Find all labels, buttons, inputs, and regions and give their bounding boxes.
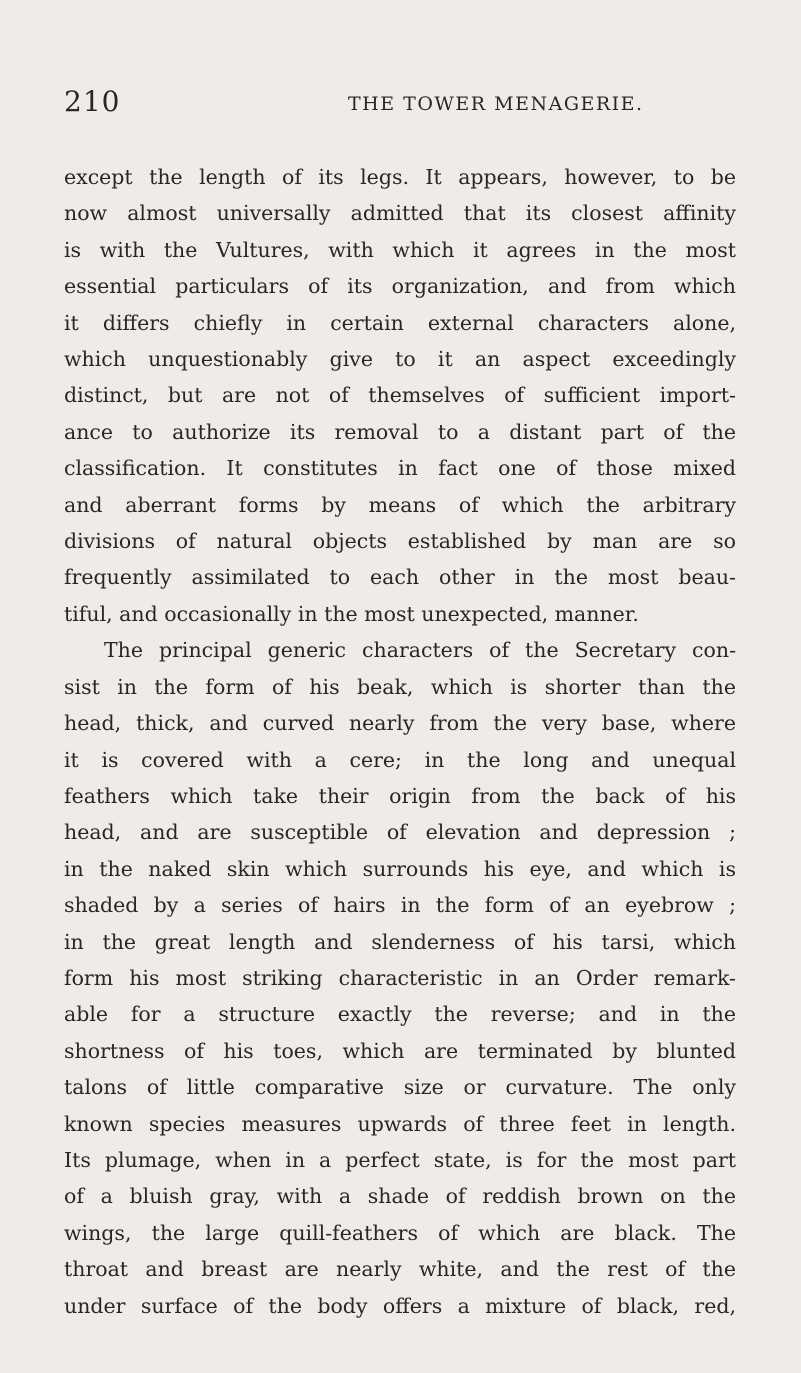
text-line: head, and are susceptible of elevation and depression ; (64, 820, 736, 845)
text-line: talons of little comparative size or curvature. The only (64, 1075, 736, 1100)
text-line: classification. It constitutes in fact one of those mixed (64, 456, 736, 481)
text-line: which unquestionably give to it an aspect exceedingly (64, 347, 736, 372)
text-line: throat and breast are nearly white, and the rest of the (64, 1257, 736, 1282)
text-line: distinct, but are not of themselves of sufficient import- (64, 383, 736, 408)
page-header (64, 82, 736, 122)
text-line: known species measures upwards of three feet in length. (64, 1111, 736, 1136)
text-line: except the length of its legs. It appears, however, to be (64, 165, 736, 189)
text-line: feathers which take their origin from the back of his (64, 783, 736, 808)
text-line: wings, the large quill-feathers of which are black. The (64, 1220, 736, 1245)
text-line: in the great length and slenderness of his tarsi, which (64, 929, 736, 954)
text-line: able for a structure exactly the reverse; and in the (64, 1002, 736, 1027)
text-line: of a bluish gray, with a shade of reddish brown on the (64, 1184, 736, 1209)
text-line: Its plumage, when in a perfect state, is for the most part (64, 1147, 736, 1172)
body-text (64, 159, 736, 1324)
text-line: form his most striking characteristic in an Order remark- (64, 965, 736, 990)
text-line: under surface of the body offers a mixture of black, red, (64, 1293, 736, 1318)
text-line: essential particulars of its organization, and from which (64, 274, 736, 299)
text-line: sist in the form of his beak, which is shorter than the (64, 674, 736, 699)
text-line: and aberrant forms by means of which the arbitrary (64, 492, 736, 517)
text-line: it is covered with a cere; in the long and unequal (64, 747, 736, 772)
text-line: frequently assimilated to each other in the most beau- (64, 565, 736, 590)
text-line: in the naked skin which surrounds his eye, and which is (64, 856, 736, 881)
text-line: The principal generic characters of the Secretary con- (104, 638, 736, 663)
text-line: divisions of natural objects established by man are so (64, 529, 736, 554)
text-line: it differs chiefly in certain external characters alone, (64, 310, 736, 335)
text-line: head, thick, and curved nearly from the very base, where (64, 711, 736, 736)
text-line: ance to authorize its removal to a distant part of the (64, 419, 736, 444)
text-line: shaded by a series of hairs in the form of an eyebrow ; (64, 893, 736, 918)
running-head: THE TOWER MENAGERIE. (348, 93, 644, 115)
page-number: 210 (64, 85, 121, 118)
text-line: now almost universally admitted that its closest affinity (64, 201, 736, 226)
text-line: tiful, and occasionally in the most unexpected, manner. (64, 601, 639, 626)
text-line: is with the Vultures, with which it agrees in the most (64, 237, 736, 262)
text-line: shortness of his toes, which are terminated by blunted (64, 1038, 736, 1063)
